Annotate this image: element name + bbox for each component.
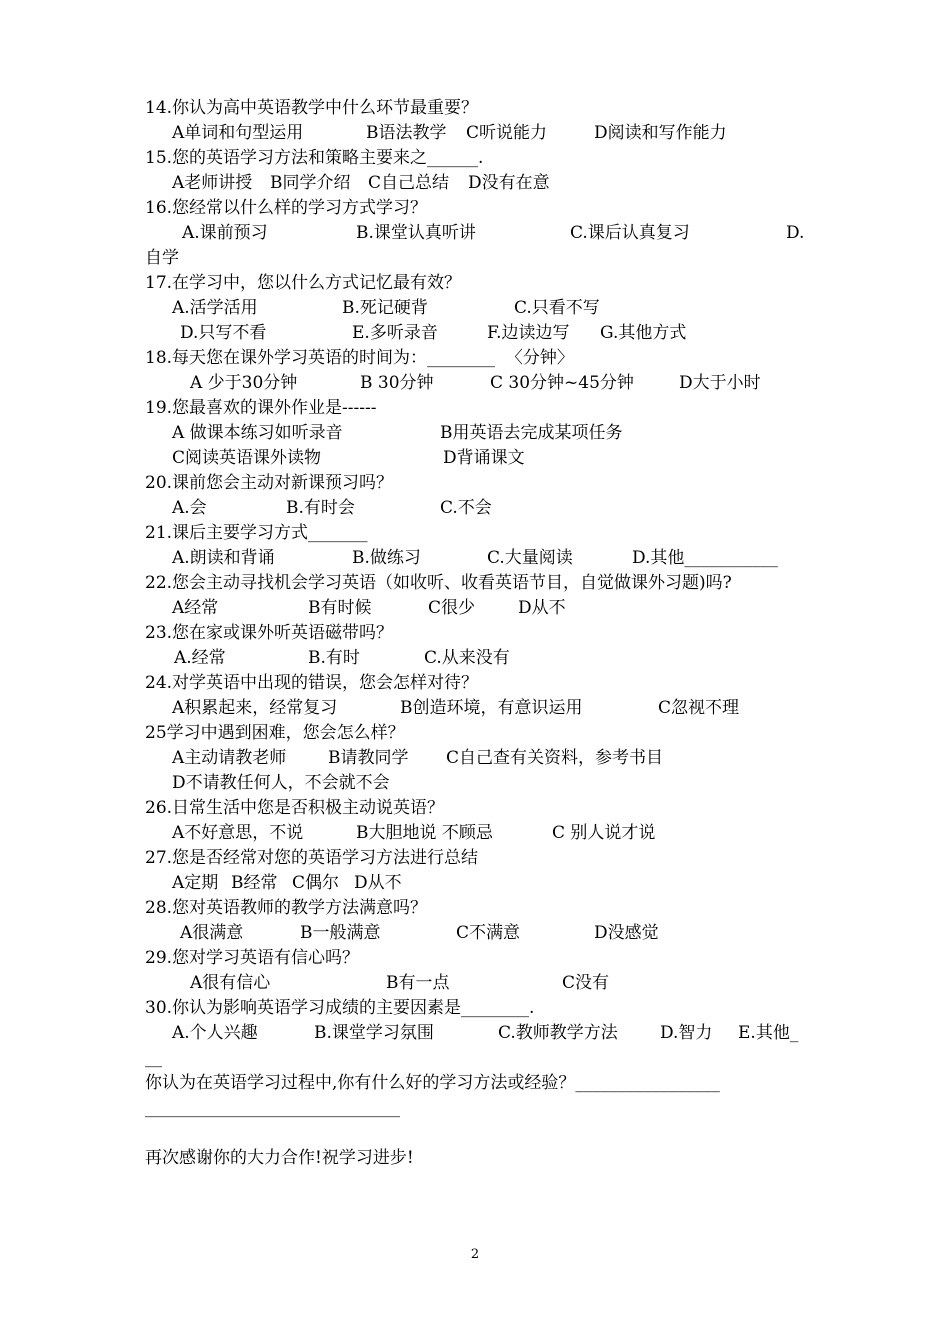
option-22-a: A经常 bbox=[172, 598, 219, 618]
option-16-b: B.课堂认真听讲 bbox=[356, 223, 476, 243]
option-17-b: B.死记硬背 bbox=[342, 298, 428, 318]
option-20-b: B.有时会 bbox=[286, 498, 355, 518]
question-20: 20.课前您会主动对新课预习吗？ bbox=[145, 473, 394, 493]
option-23-b: B.有时 bbox=[308, 648, 360, 668]
question-30: 30.你认为影响英语学习成绩的主要因素是________. bbox=[145, 998, 535, 1018]
question-24: 24.对学英语中出现的错误，您会怎样对待？ bbox=[145, 673, 479, 693]
option-24-b: B创造环境，有意识运用 bbox=[400, 698, 583, 718]
option-30-c: C.教师教学方法 bbox=[498, 1023, 618, 1043]
option-20-a: A.会 bbox=[172, 498, 207, 518]
open-answer-blank: ______________________________ bbox=[145, 1098, 400, 1118]
option-30-d: D.智力 bbox=[660, 1023, 713, 1043]
option-27-b: B经常 bbox=[231, 873, 278, 893]
option-28-a: A很满意 bbox=[180, 923, 244, 943]
option-29-b: B有一点 bbox=[386, 973, 450, 993]
option-19-d: D背诵课文 bbox=[443, 448, 525, 468]
option-26-b: B大胆地说 不顾忌 bbox=[356, 823, 493, 843]
option-17-a: A.活学活用 bbox=[172, 298, 258, 318]
question-29: 29.您对学习英语有信心吗？ bbox=[145, 948, 360, 968]
question-19: 19.您最喜欢的课外作业是------ bbox=[145, 398, 377, 418]
option-15-c: C自己总结 bbox=[368, 173, 450, 193]
option-25-a: A主动请教老师 bbox=[172, 748, 287, 768]
option-15-d: D没有在意 bbox=[468, 173, 550, 193]
question-15: 15.您的英语学习方法和策略主要来之______. bbox=[145, 148, 484, 168]
option-16-a: A.课前预习 bbox=[182, 223, 268, 243]
option-29-a: A很有信心 bbox=[190, 973, 271, 993]
option-25-d: D不请教任何人，不会就不会 bbox=[172, 773, 390, 793]
option-27-c: C偶尔 bbox=[292, 873, 340, 893]
option-14-a: A单词和句型运用 bbox=[172, 123, 304, 143]
option-18-c: C 30分钟~45分钟 bbox=[490, 373, 634, 393]
option-26-c: C 别人说才说 bbox=[552, 823, 656, 843]
option-25-c: C自己查有关资料，参考书目 bbox=[446, 748, 664, 768]
option-17-f: F.边读边写 bbox=[487, 323, 570, 343]
question-23: 23.您在家或课外听英语磁带吗？ bbox=[145, 623, 394, 643]
question-27: 27.您是否经常对您的英语学习方法进行总结 bbox=[145, 848, 479, 868]
option-21-d: D.其他___________ bbox=[632, 548, 778, 568]
option-19-b: B用英语去完成某项任务 bbox=[440, 423, 623, 443]
option-14-b: B语法教学 bbox=[366, 123, 447, 143]
option-22-b: B有时候 bbox=[308, 598, 372, 618]
option-27-d: D从不 bbox=[354, 873, 402, 893]
open-question: 你认为在英语学习过程中,你有什么好的学习方法或经验？_________________ bbox=[145, 1073, 720, 1093]
option-24-c: C忽视不理 bbox=[658, 698, 740, 718]
option-18-b: B 30分钟 bbox=[360, 373, 434, 393]
question-28: 28.您对英语教师的教学方法满意吗？ bbox=[145, 898, 428, 918]
question-14: 14.你认为高中英语教学中什么环节最重要？ bbox=[145, 98, 479, 118]
question-26: 26.日常生活中您是否积极主动说英语？ bbox=[145, 798, 445, 818]
option-21-b: B.做练习 bbox=[352, 548, 421, 568]
option-24-a: A积累起来，经常复习 bbox=[172, 698, 338, 718]
option-20-c: C.不会 bbox=[440, 498, 492, 518]
option-16-d: D. bbox=[786, 223, 805, 243]
option-15-b: B同学介绍 bbox=[270, 173, 351, 193]
option-16-d-wrap: 自学 bbox=[145, 248, 179, 268]
option-18-a: A 少于30分钟 bbox=[190, 373, 298, 393]
option-17-e: E.多听录音 bbox=[352, 323, 438, 343]
option-18-d: D大于小时 bbox=[679, 373, 761, 393]
option-30-a: A.个人兴趣 bbox=[172, 1023, 258, 1043]
option-25-b: B请教同学 bbox=[328, 748, 409, 768]
option-27-a: A定期 bbox=[172, 873, 219, 893]
option-19-c: C阅读英语课外读物 bbox=[172, 448, 322, 468]
option-28-b: B一般满意 bbox=[300, 923, 381, 943]
option-21-c: C.大量阅读 bbox=[487, 548, 573, 568]
option-26-a: A不好意思，不说 bbox=[172, 823, 304, 843]
thanks-note: 再次感谢你的大力合作!祝学习进步! bbox=[145, 1148, 414, 1168]
page-number: 2 bbox=[470, 1247, 480, 1262]
option-15-a: A老师讲授 bbox=[172, 173, 253, 193]
question-22: 22.您会主动寻找机会学习英语（如收听、收看英语节目，自觉做课外习题)吗? bbox=[145, 573, 732, 593]
option-28-d: D没感觉 bbox=[594, 923, 659, 943]
option-17-c: C.只看不写 bbox=[514, 298, 600, 318]
option-30-b: B.课堂学习氛围 bbox=[314, 1023, 434, 1043]
option-14-c: C听说能力 bbox=[466, 123, 548, 143]
question-21: 21.课后主要学习方式_______ bbox=[145, 523, 368, 543]
option-21-a: A.朗读和背诵 bbox=[172, 548, 275, 568]
option-29-c: C没有 bbox=[562, 973, 610, 993]
option-30-e: E.其他_ bbox=[738, 1023, 799, 1043]
option-19-a: A 做课本练习如听录音 bbox=[172, 423, 343, 443]
option-14-d: D阅读和写作能力 bbox=[594, 123, 727, 143]
option-30-e-wrap: __ bbox=[145, 1048, 162, 1068]
question-18: 18.每天您在课外学习英语的时间为：________ 〈分钟〉 bbox=[145, 348, 574, 368]
option-23-a: A.经常 bbox=[174, 648, 226, 668]
option-17-d: D.只写不看 bbox=[180, 323, 267, 343]
question-16: 16.您经常以什么样的学习方式学习？ bbox=[145, 198, 428, 218]
question-25: 25学习中遇到困难，您会怎么样？ bbox=[145, 723, 405, 743]
option-23-c: C.从来没有 bbox=[424, 648, 510, 668]
option-22-c: C很少 bbox=[428, 598, 476, 618]
question-17: 17.在学习中，您以什么方式记忆最有效？ bbox=[145, 273, 462, 293]
option-16-c: C.课后认真复习 bbox=[570, 223, 690, 243]
option-17-g: G.其他方式 bbox=[600, 323, 687, 343]
option-28-c: C不满意 bbox=[456, 923, 521, 943]
option-22-d: D从不 bbox=[518, 598, 566, 618]
